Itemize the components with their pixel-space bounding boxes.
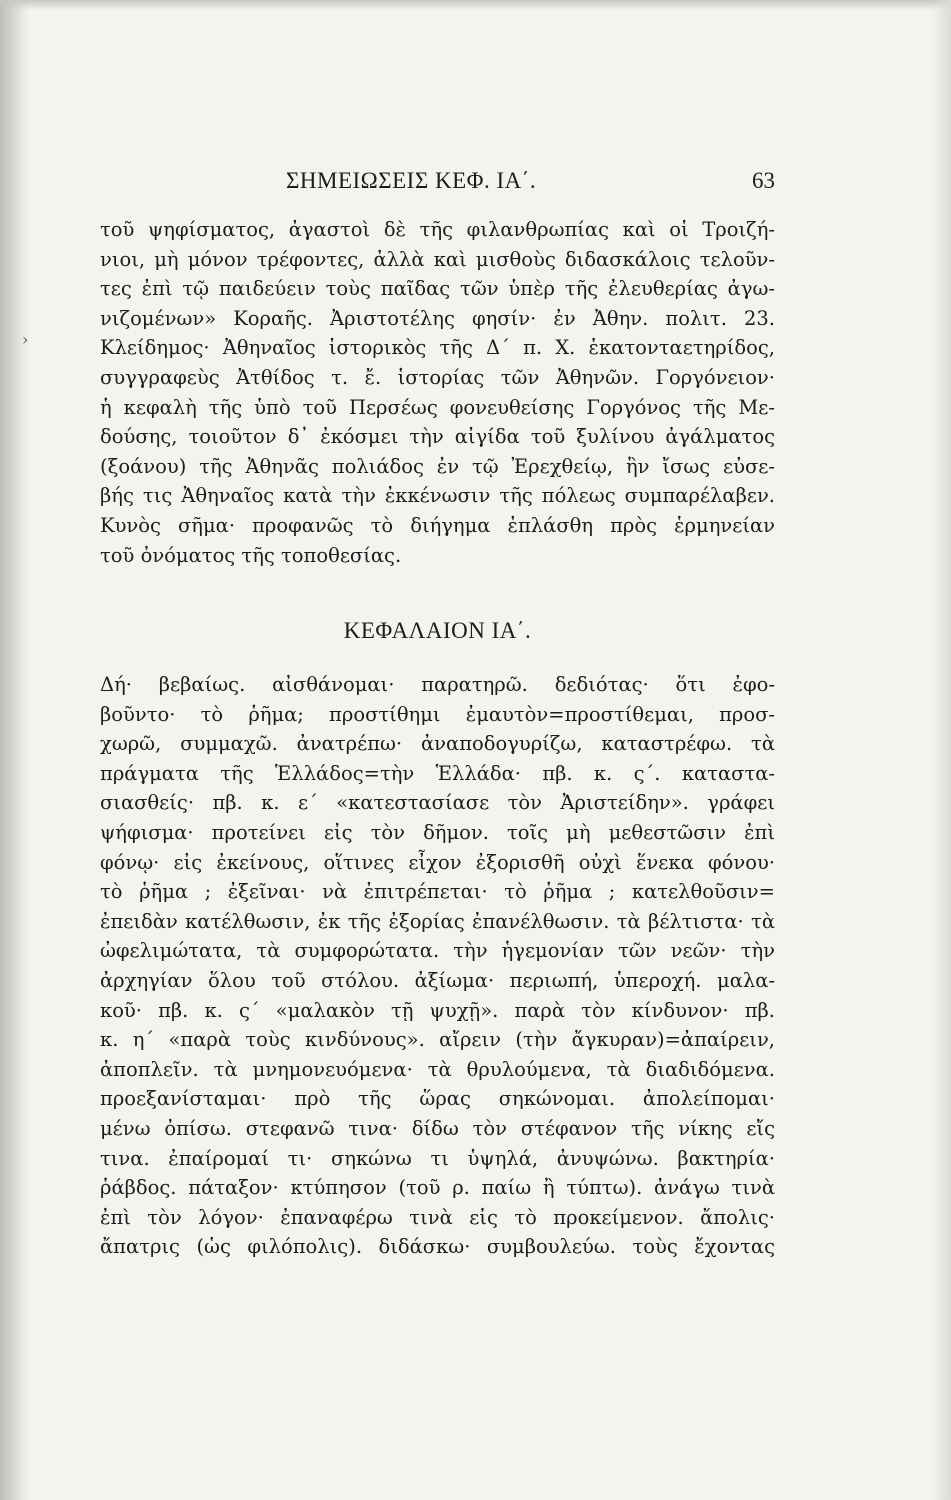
text-line: Κλείδημος· Ἀθηναῖος ἱστορικὸς τῆς Δ΄ π. Χ. ἑκατονταετηρίδος, (100, 336, 775, 360)
page-right-edge (931, 0, 951, 1500)
text-line: τοῦ ψηφίσματος, ἀγαστοὶ δὲ τῆς φιλανθρωπίας καὶ οἱ Τροιζή- (100, 218, 775, 241)
text-line: ὠφελιμώτατα, τὰ συμφορώτατα. τὴν ἡγεμονίαν τῶν νεῶν· τὴν (100, 939, 775, 963)
text-line: προεξανίσταμαι· πρὸ τῆς ὥρας σηκώνομαι. ἀπολείπομαι· (100, 1087, 775, 1111)
text-line: τινα. ἐπαίρομαί τι· σηκώνω τι ὑψηλά, ἀνυψώνω. βακτηρία· (100, 1146, 775, 1170)
page-top-shadow (0, 0, 951, 10)
text-line: κοῦ· πβ. κ. ς΄ «μαλακὸν τῇ ψυχῇ». παρὰ τὸν κίνδυνον· πβ. (100, 998, 775, 1022)
text-line: βής τις Ἀθηναῖος κατὰ τὴν ἐκκένωσιν τῆς πόλεως συμπαρέλαβεν. (100, 484, 775, 508)
text-line: κ. η΄ «παρὰ τοὺς κινδύνους». αἴρειν (τὴν ἄγκυραν)=ἀπαίρειν, (100, 1028, 775, 1052)
text-line: φόνῳ· εἰς ἐκείνους, οἵτινες εἶχον ἐξορισθῆ οὐχὶ ἕνεκα φόνου· (100, 850, 775, 874)
text-line: τοῦ ὀνόματος τῆς τοποθεσίας. (100, 543, 402, 567)
text-line: βοῦντο· τὸ ῥῆμα; προστίθημι ἐμαυτὸν=προστίθεμαι, προσ- (100, 702, 775, 726)
text-line: σιασθείς· πβ. κ. ε΄ «κατεστασίασε τὸν Ἀριστείδην». γράφει (100, 791, 775, 815)
text-line: Κυνὸς σῆμα· προφανῶς τὸ διήγημα ἐπλάσθη πρὸς ἑρμηνείαν (100, 513, 775, 537)
text-line: ἄπατρις (ὡς φιλόπολις). διδάσκω· συμβουλεύω. τοὺς ἔχοντας (100, 1235, 775, 1259)
text-line: πράγματα τῆς Ἑλλάδος=τὴν Ἑλλάδα· πβ. κ. ς΄. καταστα- (100, 761, 775, 785)
chapter-heading: ΚΕΦΑΛΑΙΟΝ ΙΑ΄. (343, 618, 532, 643)
text-line: ἀρχηγίαν ὅλου τοῦ στόλου. ἀξίωμα· περιωπή, ὑπεροχή. μαλα- (100, 968, 775, 992)
page-number: 63 (752, 168, 775, 193)
text-line: ῥάβδος. πάταξον· κτύπησον (τοῦ ρ. παίω ἢ τύπτω). ἀνάγω τινὰ (100, 1176, 775, 1200)
page-spine-shadow (0, 0, 30, 1500)
text-line: ἡ κεφαλὴ τῆς ὑπὸ τοῦ Περσέως φονευθείσης Γοργόνος τῆς Με- (100, 395, 775, 419)
text-line: χωρῶ, συμμαχῶ. ἀνατρέπω· ἀναποδογυρίζω, καταστρέφω. τὰ (100, 732, 775, 756)
page-header (100, 168, 775, 202)
notes-continuation (100, 215, 775, 570)
text-line: ψήφισμα· προτείνει εἰς τὸν δῆμον. τοῖς μὴ μεθεστῶσιν ἐπὶ (100, 820, 775, 844)
text-line: ἀποπλεῖν. τὰ μνημονευόμενα· τὰ θρυλούμενα, τὰ διαδιδόμενα. (100, 1057, 775, 1081)
text-line: τες ἐπὶ τῷ παιδεύειν τοὺς παῖδας τῶν ὑπὲρ τῆς ἐλευθερίας ἀγω- (100, 277, 775, 301)
text-line: μένω ὀπίσω. στεφανῶ τινα· δίδω τὸν στέφανον τῆς νίκης εἴς (100, 1116, 775, 1140)
running-title: ΣΗΜΕΙΩΣΕΙΣ ΚΕΦ. ΙΑ΄. (286, 168, 537, 193)
text-line: νιζομένων» Κοραῆς. Ἀριστοτέλης φησίν· ἐν Ἀθην. πολιτ. 23. (100, 306, 775, 330)
text-line: δούσης, τοιοῦτον δ᾽ ἐκόσμει τὴν αἰγίδα τοῦ ξυλίνου ἀγάλματος (100, 425, 775, 449)
text-line: (ξοάνου) τῆς Ἀθηνᾶς πολιάδος ἐν τῷ Ἐρεχθείῳ, ἣν ἴσως εὐσε- (100, 454, 775, 478)
margin-tick-mark: › (22, 330, 29, 349)
text-line: ἐπὶ τὸν λόγον· ἐπαναφέρω τινὰ εἰς τὸ προκείμενον. ἄπολις· (100, 1205, 775, 1229)
chapter-notes (100, 670, 775, 1262)
text-line: συγγραφεὺς Ἀτθίδος τ. ἔ. ἱστορίας τῶν Ἀθηνῶν. Γοργόνειον· (100, 365, 775, 389)
text-line: Δή· βεβαίως. αἰσθάνομαι· παρατηρῶ. δεδιότας· ὅτι ἐφο- (100, 673, 775, 696)
text-line: τὸ ῥῆμα ; ἐξεῖναι· νὰ ἐπιτρέπεται· τὸ ῥῆμα ; κατελθοῦσιν= (100, 880, 775, 904)
text-line: νιοι, μὴ μόνον τρέφοντες, ἀλλὰ καὶ μισθοὺς διδασκάλοις τελοῦν- (100, 247, 775, 271)
text-line: ἐπειδὰν κατέλθωσιν, ἐκ τῆς ἐξορίας ἐπανέλθωσιν. τὰ βέλτιστα· τὰ (100, 909, 775, 933)
